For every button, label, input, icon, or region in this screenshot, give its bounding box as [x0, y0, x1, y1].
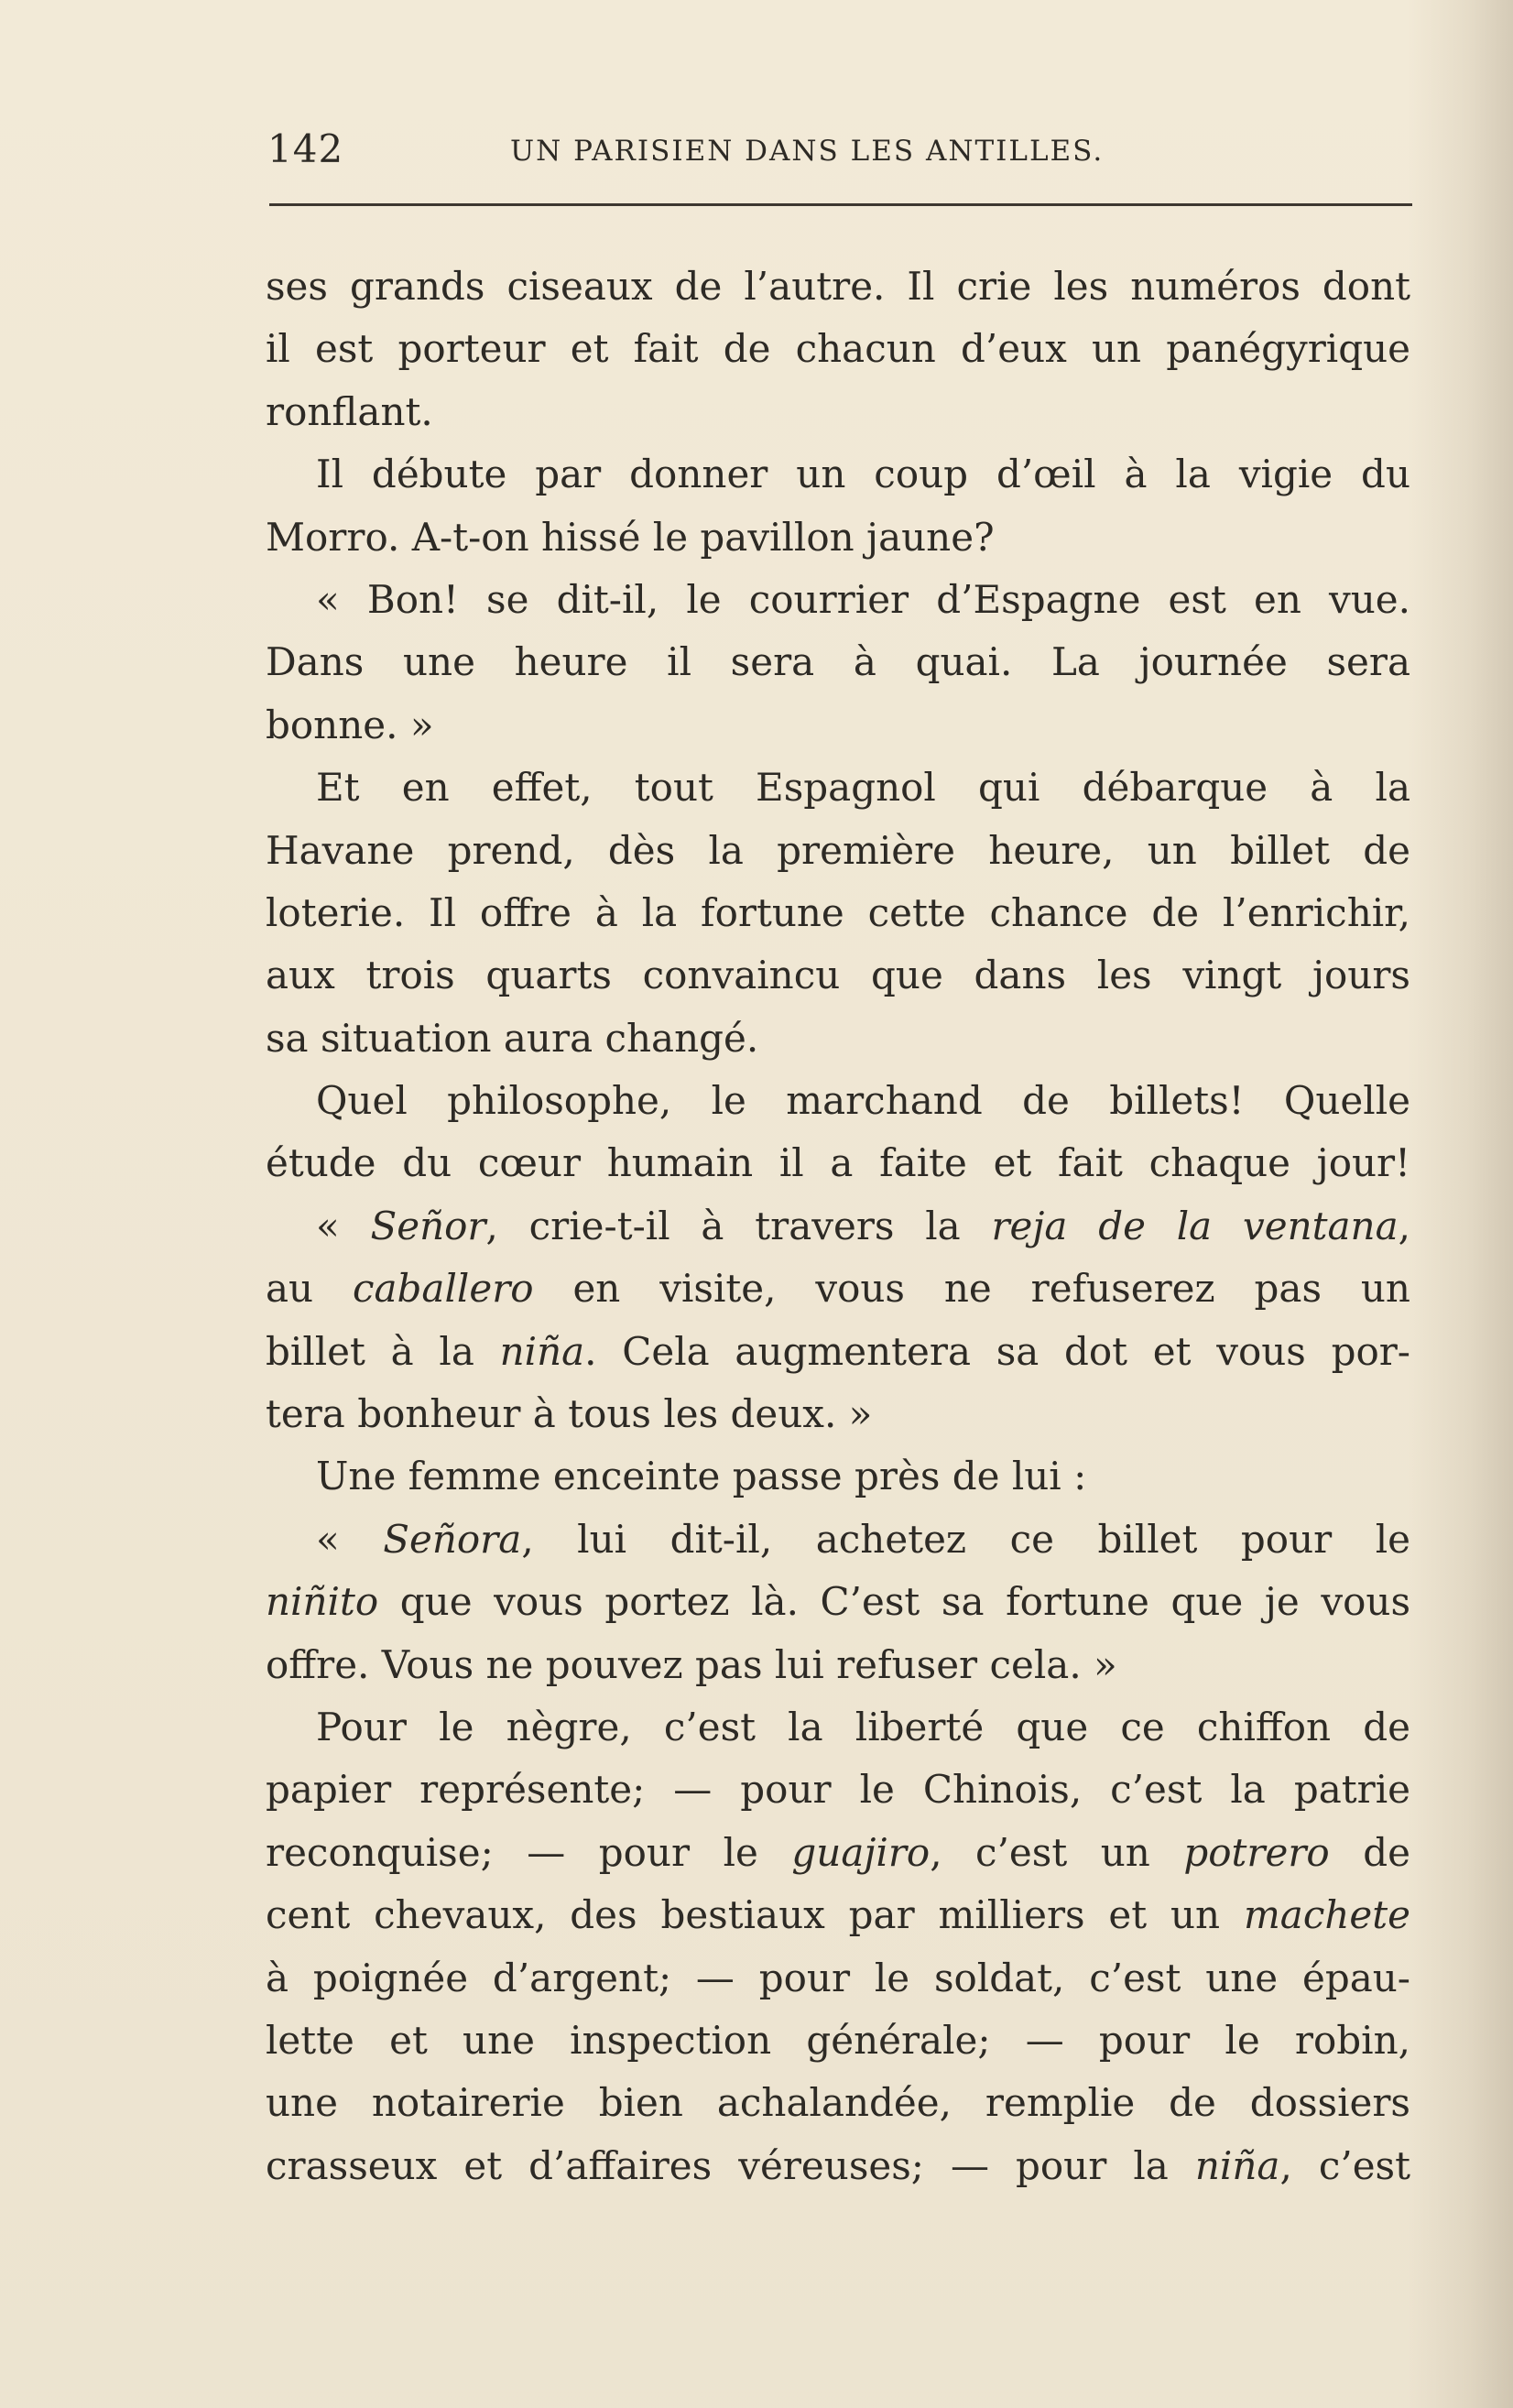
text-line-15: étude du cœur humain il a faite et fait chaque jour!: [266, 1140, 1410, 1186]
text-line-26: reconquise; — pour le guajiro, c’est un potrero de: [266, 1829, 1410, 1875]
page-number: 142: [267, 126, 344, 171]
italic-text: Señor: [370, 1203, 486, 1248]
text-line-23: offre. Vous ne pouvez pas lui refuser cela. »: [266, 1641, 1117, 1687]
italic-text: niñito: [266, 1579, 379, 1625]
text-line-29: lette et une inspection générale; — pour le robin,: [266, 2017, 1410, 2063]
italic-text: niña: [499, 1328, 585, 1374]
italic-text: potrero: [1183, 1829, 1330, 1875]
text-line-9: Et en effet, tout Espagnol qui débarque à la: [316, 765, 1410, 811]
italic-text: reja de la ventana: [991, 1203, 1399, 1248]
text-line-25: papier représente; — pour le Chinois, c’est la patrie: [266, 1767, 1410, 1813]
text-line-4: Il débute par donner un coup d’œil à la vigie du: [316, 452, 1410, 497]
italic-text: guajiro: [791, 1829, 931, 1875]
text-line-30: une notairerie bien achalandée, remplie de dossiers: [266, 2080, 1410, 2126]
text-line-19: tera bonheur à tous les deux. »: [266, 1391, 873, 1437]
text-line-18: billet à la niña. Cela augmentera sa dot et vous por-: [266, 1328, 1410, 1374]
text-line-24: Pour le nègre, c’est la liberté que ce chiffon de: [316, 1704, 1410, 1749]
text-line-12: aux trois quarts convaincu que dans les vingt jours: [266, 953, 1410, 998]
body-text: [266, 256, 1410, 2197]
text-line-31: crasseux et d’affaires véreuses; — pour la niña, c’est: [266, 2142, 1410, 2188]
italic-text: machete: [1243, 1892, 1410, 1938]
text-line-6: « Bon! se dit-il, le courrier d’Espagne est en vue.: [316, 576, 1410, 622]
text-line-2: il est porteur et fait de chacun d’eux un panégyrique: [266, 326, 1410, 372]
text-line-16: « Señor, crie-t-il à travers la reja de la ventana,: [316, 1203, 1410, 1248]
text-line-5: Morro. A-t-on hissé le pavillon jaune?: [266, 514, 995, 560]
text-line-1: ses grands ciseaux de l’autre. Il crie les numéros dont: [266, 264, 1410, 309]
text-line-10: Havane prend, dès la première heure, un billet de: [266, 827, 1410, 873]
text-line-21: « Señora, lui dit-il, achetez ce billet pour le: [316, 1516, 1410, 1562]
text-line-27: cent chevaux, des bestiaux par milliers et un machete: [266, 1892, 1410, 1938]
text-line-17: au caballero en visite, vous ne refuserez pas un: [266, 1266, 1410, 1312]
text-line-11: loterie. Il offre à la fortune cette chance de l’enrichir,: [266, 889, 1410, 935]
running-title: UN PARISIEN DANS LES ANTILLES.: [510, 135, 1105, 168]
text-line-8: bonne. »: [266, 702, 434, 747]
text-line-20: Une femme enceinte passe près de lui :: [316, 1454, 1087, 1499]
text-line-13: sa situation aura changé.: [266, 1015, 759, 1061]
italic-text: Señora: [383, 1516, 522, 1562]
text-line-14: Quel philosophe, le marchand de billets! Quelle: [316, 1078, 1410, 1124]
italic-text: caballero: [352, 1266, 534, 1312]
text-line-7: Dans une heure il sera à quai. La journée sera: [266, 639, 1410, 685]
page-header: [267, 126, 1410, 185]
italic-text: niña: [1194, 2142, 1280, 2188]
text-line-28: à poignée d’argent; — pour le soldat, c’est une épau-: [266, 1955, 1410, 2000]
text-line-22: niñito que vous portez là. C’est sa fortune que je vous: [266, 1579, 1410, 1625]
text-line-3: ronflant.: [266, 388, 433, 434]
italic-text: Señor: [383, 1516, 499, 1562]
header-rule: [269, 203, 1412, 206]
